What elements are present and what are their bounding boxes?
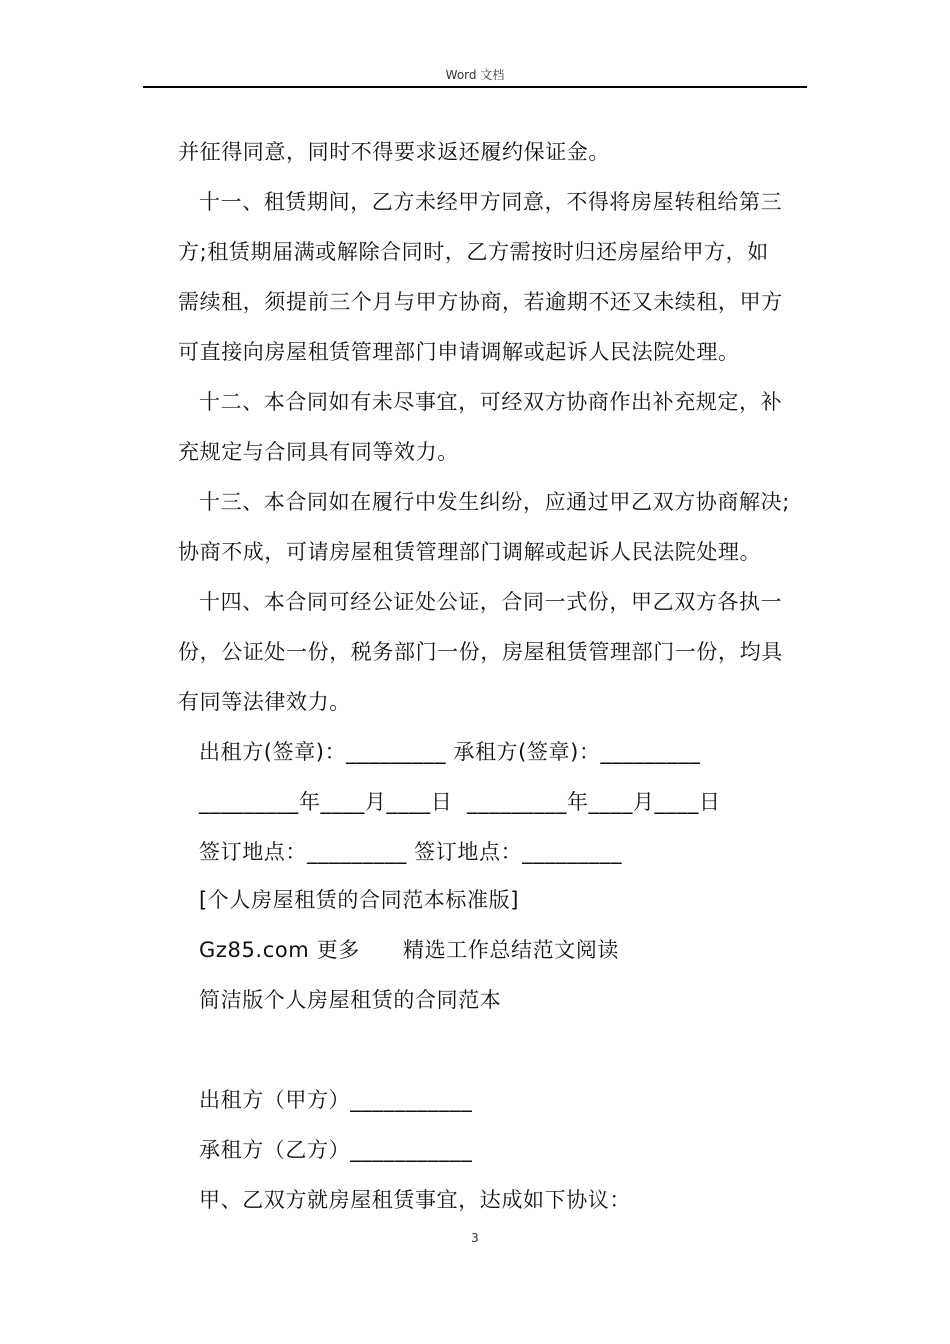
- body-line: 方;租赁期届满或解除合同时，乙方需按时归还房屋给甲方，如: [178, 240, 769, 264]
- signing-location-line: 签订地点：_________ 签订地点：_________: [199, 840, 623, 864]
- lessor-line: 出租方（甲方）___________: [199, 1088, 473, 1112]
- page-header-title: Word 文档: [445, 68, 505, 82]
- signature-line: 出租方(签章)：_________ 承租方(签章)：_________: [199, 740, 701, 764]
- date-line: _________年____月____日 _________年____月____日: [199, 790, 721, 814]
- body-line: 十三、本合同如在履行中发生纠纷，应通过甲乙双方协商解决;: [199, 490, 790, 514]
- body-line: 可直接向房屋租赁管理部门申请调解或起诉人民法院处理。: [178, 340, 740, 364]
- body-line: 需续租，须提前三个月与甲方协商，若逾期不还又未续租，甲方: [178, 290, 783, 314]
- lessee-line: 承租方（乙方）___________: [199, 1138, 473, 1162]
- agreement-intro: 甲、乙双方就房屋租赁事宜，达成如下协议：: [199, 1188, 631, 1212]
- document-title: 简洁版个人房屋租赁的合同范本: [199, 988, 502, 1012]
- body-line: 十二、本合同如有未尽事宜，可经双方协商作出补充规定，补: [199, 390, 783, 414]
- body-line: 充规定与合同具有同等效力。: [178, 440, 459, 464]
- section-title: [个人房屋租赁的合同范本标准版]: [199, 888, 519, 912]
- body-line: 十四、本合同可经公证处公证，合同一式份，甲乙双方各执一: [199, 590, 783, 614]
- body-line: 协商不成，可请房屋租赁管理部门调解或起诉人民法院处理。: [178, 540, 762, 564]
- body-line: 并征得同意，同时不得要求返还履约保证金。: [178, 140, 610, 164]
- body-line: 份，公证处一份，税务部门一份，房屋租赁管理部门一份，均具: [178, 640, 783, 664]
- page-number: 3: [471, 1231, 479, 1245]
- header-divider: [143, 86, 807, 88]
- body-line: 十一、租赁期间，乙方未经甲方同意，不得将房屋转租给第三: [199, 190, 783, 214]
- body-line: 有同等法律效力。: [178, 690, 351, 714]
- promo-line: Gz85.com 更多 精选工作总结范文阅读: [199, 938, 620, 962]
